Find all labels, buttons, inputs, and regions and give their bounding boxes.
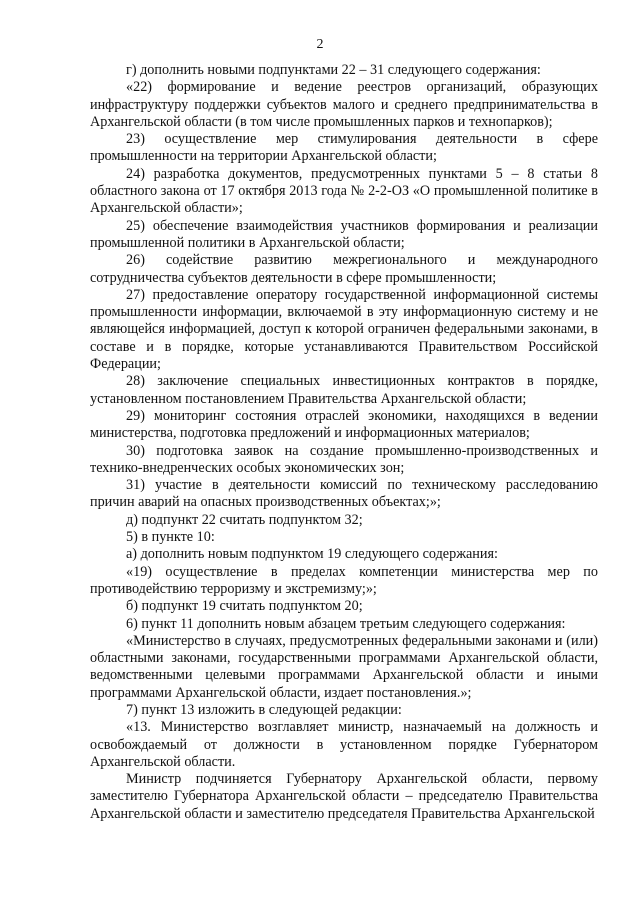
paragraph-point-5: 5) в пункте 10:	[126, 529, 215, 546]
paragraph-point-7: 7) пункт 13 изложить в следующей редакции:	[126, 701, 402, 718]
paragraph-item-d: д) подпункт 22 считать подпунктом 32;	[126, 511, 363, 528]
paragraph-subitem-22: «22) формирование и ведение реестров организаций, образующих инфраструктуру поддержки субъектов малого и среднего предпринимательства в Архангельской области (в том числе промышленных парков и технопарков);	[90, 79, 598, 130]
paragraph-item-a: а) дополнить новым подпунктом 19 следующего содержания:	[126, 546, 498, 563]
paragraph-subitem-19: «19) осуществление в пределах компетенции министерства мер по противодействию терроризму и экстремизму;»;	[90, 563, 598, 597]
paragraph-subitem-25: 25) обеспечение взаимодействия участников формирования и реализации промышленной политики в Архангельской области;	[90, 217, 598, 251]
paragraph-clause-13: «13. Министерство возглавляет министр, назначаемый на должность и освобождаемый от должности в установленном порядке Губернатором Архангельской области.	[90, 719, 598, 770]
paragraph-subitem-30: 30) подготовка заявок на создание промышленно-производственных и технико-внедренческих особых экономических зон;	[90, 442, 598, 476]
page-number: 2	[316, 37, 324, 52]
paragraph-item-g: г) дополнить новыми подпунктами 22 – 31 следующего содержания:	[126, 62, 541, 78]
paragraph-subitem-29: 29) мониторинг состояния отраслей экономики, находящихся в ведении министерства, подготовка предложений и информационных материалов;	[90, 407, 598, 442]
paragraph-subitem-26: 26) содействие развитию межрегионального и международного сотрудничества субъектов деятельности в сфере промышленности;	[90, 252, 598, 286]
paragraph-point-6: 6) пункт 11 дополнить новым абзацем третьим следующего содержания:	[126, 615, 566, 632]
document-body	[90, 62, 598, 823]
paragraph-minister-reports: Министр подчиняется Губернатору Архангельской области, первому заместителю Губернатора Архангельской области – председателю Правительства Архангельской области и заместителю председателя Правительства Архангельской	[90, 771, 598, 822]
paragraph-subitem-31: 31) участие в деятельности комиссий по техническому расследованию причин аварий на опасных производственных объектах;»;	[90, 477, 598, 511]
paragraph-subitem-23: 23) осуществление мер стимулирования деятельности в сфере промышленности на территории Архангельской области;	[90, 131, 598, 165]
paragraph-subitem-24: 24) разработка документов, предусмотренных пунктами 5 – 8 статьи 8 областного закона от 17 октября 2013 года № 2-2-ОЗ «О промышленной политике в Архангельской области»;	[90, 165, 598, 217]
paragraph-subitem-28: 28) заключение специальных инвестиционных контрактов в порядке, установленном постановлением Правительства Архангельской области;	[90, 373, 598, 407]
paragraph-ministry-decrees: «Министерство в случаях, предусмотренных федеральными законами и (или) областными законами, государственными программами Архангельской области, ведомственными целевыми программами Архангельской области и иными программами Архангельской области, издает постановления.»;	[90, 632, 598, 701]
paragraph-subitem-27: 27) предоставление оператору государственной информационной системы промышленности информации, включаемой в эту информационную систему и не являющейся информацией, доступ к которой ограничен федеральными законами, в составе и в порядке, которые устанавливаются Правительством Российской Федерации;	[90, 286, 598, 373]
paragraph-item-b: б) подпункт 19 считать подпунктом 20;	[126, 598, 363, 615]
